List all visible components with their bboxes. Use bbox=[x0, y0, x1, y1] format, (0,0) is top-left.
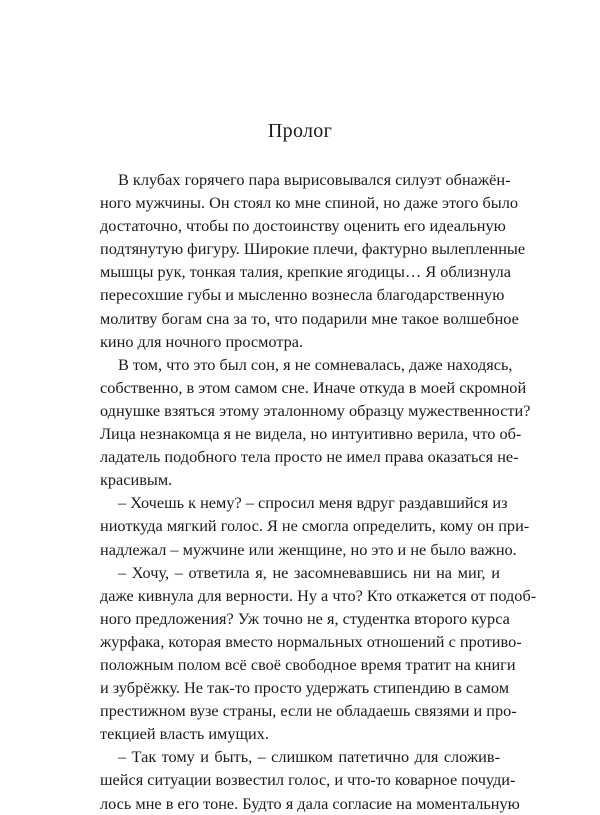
text-line: ного предложения? Уж точно не я, студентка второго курса bbox=[100, 608, 510, 628]
text-line: Лица незнакомца я не видела, но интуитивно верила, что об- bbox=[100, 424, 522, 444]
chapter-title: Пролог bbox=[267, 120, 333, 142]
text-line: В клубах горячего пара вырисовывался силуэт обнажён- bbox=[118, 170, 511, 189]
text-line: лось мне в его тоне. Будто я дала согласие на моментальную bbox=[100, 793, 520, 813]
text-line: шейся ситуации возвестил голос, и что-то коварное почуди- bbox=[100, 770, 516, 790]
text-line: престижном вузе страны, если не обладаешь связями и про- bbox=[100, 701, 517, 721]
text-line: пересохшие губы и мысленно вознесла благодарственную bbox=[100, 285, 505, 305]
text-line: ниоткуда мягкий голос. Я не смогла определить, кому он при- bbox=[100, 516, 530, 536]
text-line: даже кивнула для верности. Ну а что? Кто откажется от подоб- bbox=[100, 585, 537, 605]
text-line: – Так тому и быть, – слишком патетично для сложив- bbox=[118, 747, 500, 767]
text-line: молитву богам сна за то, что подарили мне такое волшебное bbox=[100, 308, 519, 328]
text-line: журфака, которая вместо нормальных отношений с противо- bbox=[100, 631, 522, 651]
text-line: достаточно, чтобы по достоинству оценить его идеальную bbox=[100, 216, 506, 236]
text-line: ладатель подобного тела просто не имел права оказаться не- bbox=[100, 447, 519, 467]
text-line: ного мужчины. Он стоял ко мне спиной, но даже этого было bbox=[100, 193, 519, 213]
text-line: – Хочу, – ответила я, не засомневавшись ни на миг, и bbox=[118, 562, 500, 582]
text-line: кино для ночного просмотра. bbox=[100, 331, 304, 351]
chapter-body-text bbox=[100, 168, 537, 815]
text-line: и зубрёжку. Не так-то просто удержать стипендию в самом bbox=[100, 678, 510, 698]
text-line: текцией власть имущих. bbox=[100, 724, 269, 744]
text-line: мышцы рук, тонкая талия, крепкие ягодицы… Я облизнула bbox=[100, 262, 512, 282]
text-line: однушке взяться этому эталонному образцу мужественности? bbox=[100, 400, 531, 420]
text-line: надлежал – мужчине или женщине, но это и не было важно. bbox=[100, 539, 517, 559]
text-line: – Хочешь к нему? – спросил меня вдруг раздавшийся из bbox=[118, 493, 508, 513]
text-line: красивым. bbox=[100, 470, 173, 490]
text-line: собственно, в этом самом сне. Иначе откуда в моей скромной bbox=[100, 377, 527, 397]
text-line: подтянутую фигуру. Широкие плечи, фактурно вылепленные bbox=[100, 239, 526, 259]
text-line: В том, что это был сон, я не сомневалась, даже находясь, bbox=[118, 354, 513, 374]
text-line: положным полом всё своё свободное время тратит на книги bbox=[100, 654, 516, 674]
